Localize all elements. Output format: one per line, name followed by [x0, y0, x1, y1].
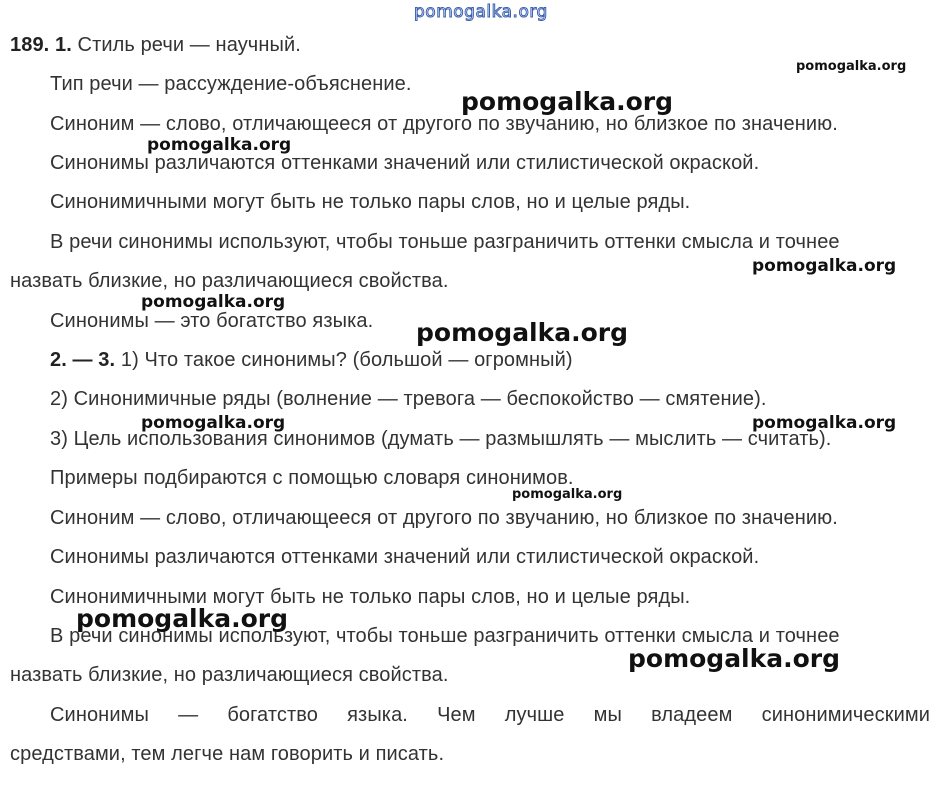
text-line: Тип речи — рассуждение-объяснение. — [50, 73, 412, 95]
text-line: Синонимы различаются оттенками значений или стилистической окраской. — [50, 152, 760, 174]
line-text: Стиль речи — научный. — [77, 34, 301, 56]
text-line: 2) Синонимичные ряды (волнение — тревога — беспокойство — смятение). — [50, 388, 767, 410]
text-line: Примеры подбираются с помощью словаря синонимов. — [50, 467, 574, 489]
watermark: pomogalka.org — [512, 487, 623, 502]
watermark: pomogalka.org — [141, 292, 286, 312]
text-line: В речи синонимы используют, чтобы тоньше разграничить оттенки смысла и точнее — [50, 231, 840, 253]
text-line: Синоним — слово, отличающееся от другого по звучанию, но близкое по значению. — [50, 507, 838, 529]
text-line: Синонимичными могут быть не только пары слов, но и целые ряды. — [50, 191, 691, 213]
header-watermark: pomogalka.org — [414, 2, 548, 22]
text-line: средствами, тем легче нам говорить и писать. — [10, 743, 445, 765]
watermark: pomogalka.org — [461, 87, 674, 116]
watermark: pomogalka.org — [141, 413, 286, 433]
text-line: Синонимы различаются оттенками значений или стилистической окраской. — [50, 546, 760, 568]
text-line — [50, 348, 573, 372]
text-line: Синонимы — это богатство языка. — [50, 310, 374, 332]
text-line: назвать близкие, но различающиеся свойства. — [10, 664, 449, 686]
text-line: Синонимы — богатство языка. Чем лучше мы владеем синонимическими — [50, 704, 930, 726]
text-line: назвать близкие, но различающиеся свойства. — [10, 270, 449, 292]
watermark: pomogalka.org — [147, 135, 292, 155]
text-line: Синоним — слово, отличающееся от другого по звучанию, но близкое по значению. — [50, 113, 838, 135]
text-line: 3) Цель использования синонимов (думать — размышлять — мыслить — считать). — [50, 428, 832, 450]
watermark: pomogalka.org — [796, 59, 907, 74]
line-text: 1) Что такое синонимы? (большой — огромный) — [120, 349, 573, 371]
watermark: pomogalka.org — [752, 413, 897, 433]
watermark: pomogalka.org — [628, 644, 841, 673]
text-line — [10, 33, 301, 57]
text-line: Синонимичными могут быть не только пары слов, но и целые ряды. — [50, 586, 691, 608]
task-number: 189. 1. — [10, 34, 72, 56]
watermark: pomogalka.org — [76, 604, 289, 633]
watermark: pomogalka.org — [752, 256, 897, 276]
watermark: pomogalka.org — [416, 318, 629, 347]
part2-number: 2. — 3. — [50, 349, 116, 371]
text-line: В речи синонимы используют, чтобы тоньше разграничить оттенки смысла и точнее — [50, 625, 840, 647]
